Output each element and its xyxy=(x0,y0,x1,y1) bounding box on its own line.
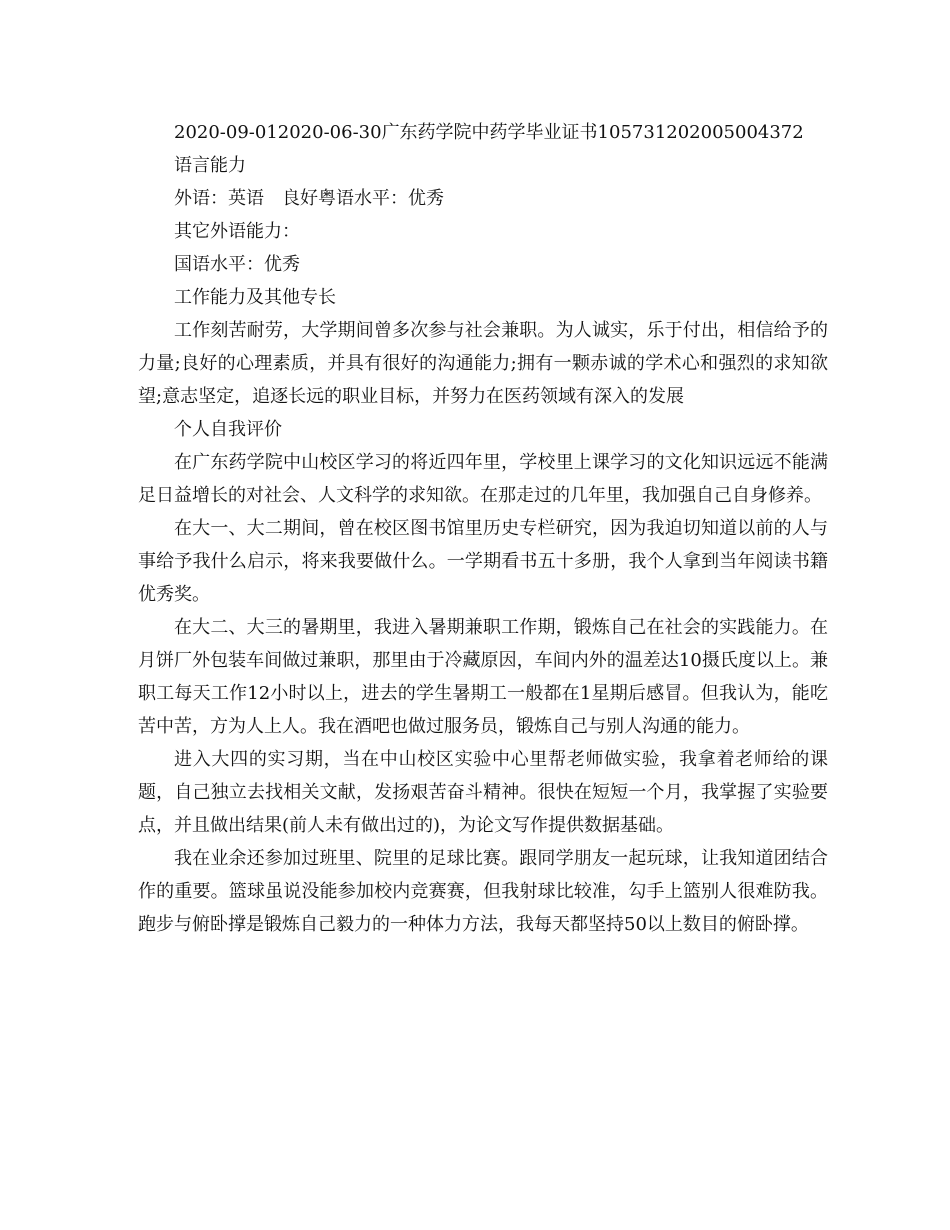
self-evaluation-paragraph: 在广东药学院中山校区学习的将近四年里，学校里上课学习的文化知识远远不能满足日益增长的对社会、人文科学的求知欲。在那走过的几年里，我加强自己自身修养。 xyxy=(138,452,828,506)
graduation-certificate-line: 2020-09-012020-06-30广东药学院中药学毕业证书105731202005004372 xyxy=(174,122,804,143)
other-language-line: 其它外语能力： xyxy=(174,221,300,242)
library-paragraph: 在大一、大二期间，曾在校区图书馆里历史专栏研究，因为我迫切知道以前的人与事给予我什么启示，将来我要做什么。一学期看书五十多册，我个人拿到当年阅读书籍优秀奖。 xyxy=(138,518,828,605)
section-heading-self-evaluation: 个人自我评价 xyxy=(174,419,282,440)
section-heading-language: 语言能力 xyxy=(174,155,246,176)
sports-paragraph: 我在业余还参加过班里、院里的足球比赛。跟同学朋友一起玩球，让我知道团结合作的重要。篮球虽说没能参加校内竞赛赛，但我射球比较准，勾手上篮别人很难防我。跑步与俯卧撑是锻炼自己毅力的一种体力方法，我每天都坚持50以上数目的俯卧撑。 xyxy=(138,848,828,935)
section-heading-skills: 工作能力及其他专长 xyxy=(174,287,336,308)
summer-job-paragraph: 在大二、大三的暑期里，我进入暑期兼职工作期，锻炼自己在社会的实践能力。在月饼厂外包装车间做过兼职，那里由于冷藏原因，车间内外的温差达10摄氏度以上。兼职工每天工作12小时以上，进去的学生暑期工一般都在1星期后感冒。但我认为，能吃苦中苦，方为人上人。我在酒吧也做过服务员，锻炼自己与别人沟通的能力。 xyxy=(138,617,828,737)
mandarin-level-line: 国语水平：优秀 xyxy=(174,254,300,275)
foreign-language-line: 外语：英语 良好粤语水平：优秀 xyxy=(174,188,444,209)
document-body xyxy=(138,116,828,941)
internship-paragraph: 进入大四的实习期，当在中山校区实验中心里帮老师做实验，我拿着老师给的课题，自己独立去找相关文献，发扬艰苦奋斗精神。很快在短短一个月，我掌握了实验要点，并且做出结果(前人未有做出过的)，为论文写作提供数据基础。 xyxy=(138,749,828,836)
skills-paragraph: 工作刻苦耐劳，大学期间曾多次参与社会兼职。为人诚实，乐于付出，相信给予的力量;良好的心理素质，并具有很好的沟通能力;拥有一颗赤诚的学术心和强烈的求知欲望;意志坚定，追逐长远的职业目标，并努力在医药领域有深入的发展 xyxy=(138,320,828,407)
